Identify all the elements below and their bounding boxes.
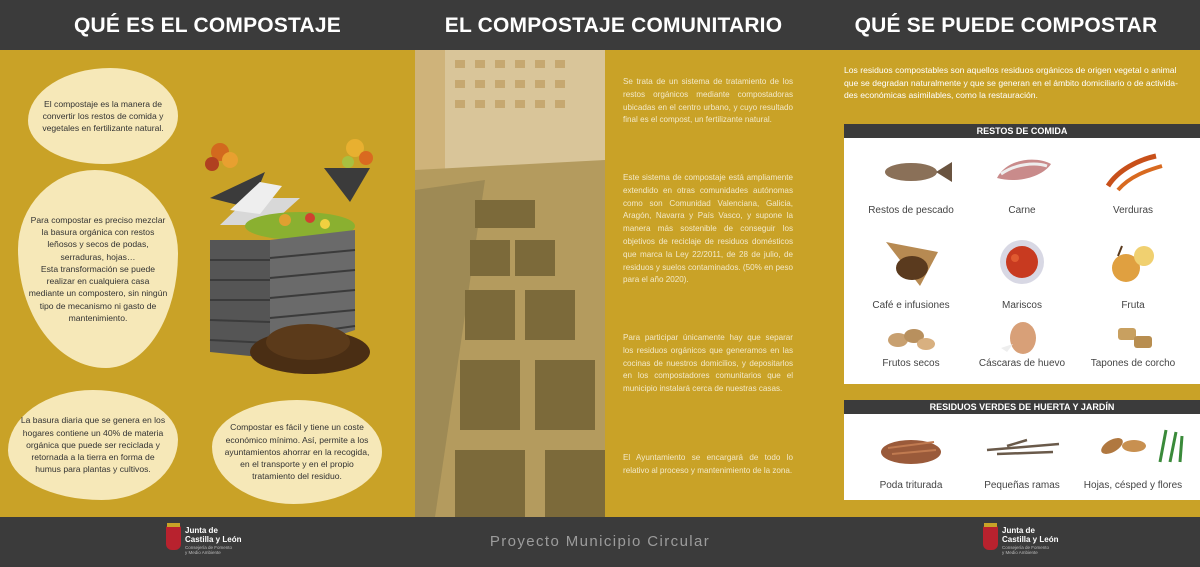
egg-icon (967, 318, 1077, 356)
category-title-food: RESTOS DE COMIDA (844, 124, 1200, 138)
comunitario-paragraph-2: Este sistema de compostaje está ampliamente extendido en otras comunidades autónomas como son Comunidad Valenciana, Galicia, Aragón, Navarra y País Vasco, y supone la manera más sostenible de conseguir los objetivos de reciclaje de residuos domésticos que marca la Ley 22/2011, de 28 de julio, de residuos y suelos contaminados. (50% en peso para el año 2020). (623, 173, 793, 285)
title-que-es-compostaje: QUÉ ES EL COMPOSTAJE (74, 14, 341, 37)
item-label: Frutos secos (882, 358, 940, 369)
item-frutos-secos (856, 318, 966, 369)
item-fruta (1078, 234, 1188, 311)
info-blob-how-to (18, 170, 178, 368)
logo-subtext-b: y Medio Ambiente (185, 550, 221, 555)
logo-junta-right (983, 523, 1063, 559)
item-label: Mariscos (1001, 300, 1042, 311)
small-branches-icon (967, 422, 1077, 466)
item-label: Pequeñas ramas (984, 480, 1060, 491)
comunitario-paragraph-4: El Ayuntamiento se encargará de todo lo relativo al proceso y mantenimiento de la zona. (623, 453, 793, 475)
panel-comunitario (605, 50, 812, 517)
logo-text-line3 (185, 545, 232, 555)
logo-text-line1: Junta de (185, 526, 218, 535)
item-mariscos (967, 234, 1077, 311)
item-pequenas-ramas (967, 422, 1077, 491)
logo-text-line1: Junta de (1002, 526, 1035, 535)
comunitario-paragraph-3: Para participar únicamente hay que separar los residuos orgánicos que generamos en las cocinas de nuestros domicilios, y depositarlos en los compostadores comunitarios que el municipio instalará cerca de nuestras casas. (623, 333, 793, 394)
item-carne (967, 150, 1077, 216)
item-label: Verduras (1112, 205, 1154, 216)
blob-how-to-text-b: Esta transformación se puede realizar en cualquiera casa mediante un compostero, sin ningún tipo de mecanismo ni gasto de mantenimiento. (28, 263, 168, 323)
panel-que-compostar (812, 50, 1200, 517)
blob-how-to-text-a: Para compostar es preciso mezclar la basura orgánica con restos leñosos y secos de podas, serraduras, hojas… (30, 215, 166, 262)
logo-subtext-a: Consejería de Fomento (1002, 545, 1050, 550)
item-label: Cáscaras de huevo (978, 358, 1066, 369)
title-compostaje-comunitario: EL COMPOSTAJE COMUNITARIO (444, 14, 783, 37)
category-title-garden: RESIDUOS VERDES DE HUERTA Y JARDÍN (844, 400, 1200, 414)
coat-of-arms-icon (983, 526, 998, 550)
fruit-icon (1078, 234, 1188, 292)
compostable-intro: Los residuos compostables son aquellos residuos orgánicos de origen vegetal o animal que se degradan naturalmente y que se generan en el ámbito domiciliario o de activida- des económicas asimilables, como la restauración. (844, 65, 1178, 100)
comunitario-paragraph-1: Se trata de un sistema de tratamiento de los restos orgánicos mediante compostadoras ubicadas en el centro urbano, y cuyo resultado final es el compost, un fertilizante natural. (623, 77, 793, 125)
item-label: Fruta (1121, 300, 1145, 311)
arrow-right-icon (324, 168, 370, 202)
title-que-se-puede-compostar: QUÉ SE PUEDE COMPOSTAR (854, 14, 1158, 37)
meat-icon (967, 150, 1077, 192)
community-composting-photo (415, 50, 605, 517)
blob-cost-text: Compostar es fácil y tiene un coste económico mínimo. Así, permite a los ayuntamientos ahorrar en la recogida, en el transporte y en el propio tratamiento del residuo. (224, 422, 370, 482)
category-box-garden (844, 414, 1200, 500)
seafood-icon (967, 234, 1077, 292)
footer-bar (0, 517, 1200, 565)
logo-junta-left (166, 523, 246, 559)
nuts-icon (856, 318, 966, 356)
coat-of-arms-icon (166, 526, 181, 550)
shredded-prunings-icon (856, 422, 966, 466)
blob-definition-text: El compostaje es la manera de convertir los restos de comida y vegetales en fertilizante natural. (42, 98, 164, 134)
item-label: Poda triturada (879, 480, 943, 491)
cork-icon (1078, 318, 1188, 356)
crown-icon (167, 523, 180, 527)
logo-text-line2: Castilla y León (185, 535, 242, 544)
item-cafe-infusiones (856, 234, 966, 311)
composter-illustration (190, 90, 390, 380)
panel-que-es (0, 50, 415, 517)
coffee-icon (856, 234, 966, 292)
blob-daily-waste-text: La basura diaria que se genera en los hogares contiene un 40% de materia orgánica que puede ser reciclada y retornada a la tierra en forma de humus para plantas y cultivos. (20, 415, 166, 475)
item-label: Restos de pescado (868, 205, 954, 216)
footer-project-title: Proyecto Municipio Circular (489, 533, 711, 550)
item-label: Hojas, césped y flores (1083, 480, 1183, 491)
item-verduras (1078, 150, 1188, 216)
category-box-food (844, 138, 1200, 384)
item-cascaras-huevo (967, 318, 1077, 369)
item-tapones-corcho (1078, 318, 1188, 369)
logo-subtext-b: y Medio Ambiente (1002, 550, 1038, 555)
info-blob-daily-waste (8, 390, 178, 500)
item-restos-pescado (856, 150, 966, 216)
info-blob-definition (28, 68, 178, 164)
crown-icon (984, 523, 997, 527)
item-label: Tapones de corcho (1090, 358, 1176, 369)
food-scraps-right-icon (342, 139, 373, 168)
info-blob-cost (212, 400, 382, 504)
fish-icon (856, 150, 966, 192)
header-bar (0, 0, 1200, 50)
vegetables-icon (1078, 150, 1188, 192)
leaves-grass-icon (1078, 422, 1198, 466)
logo-text-line3 (1002, 545, 1049, 555)
food-scraps-left-icon (205, 143, 238, 171)
item-hojas-cesped-flores (1078, 422, 1188, 491)
item-label: Café e infusiones (872, 300, 950, 311)
item-poda-triturada (856, 422, 966, 491)
logo-text-line2: Castilla y León (1002, 535, 1059, 544)
logo-subtext-a: Consejería de Fomento (185, 545, 233, 550)
item-label: Carne (1008, 205, 1036, 216)
